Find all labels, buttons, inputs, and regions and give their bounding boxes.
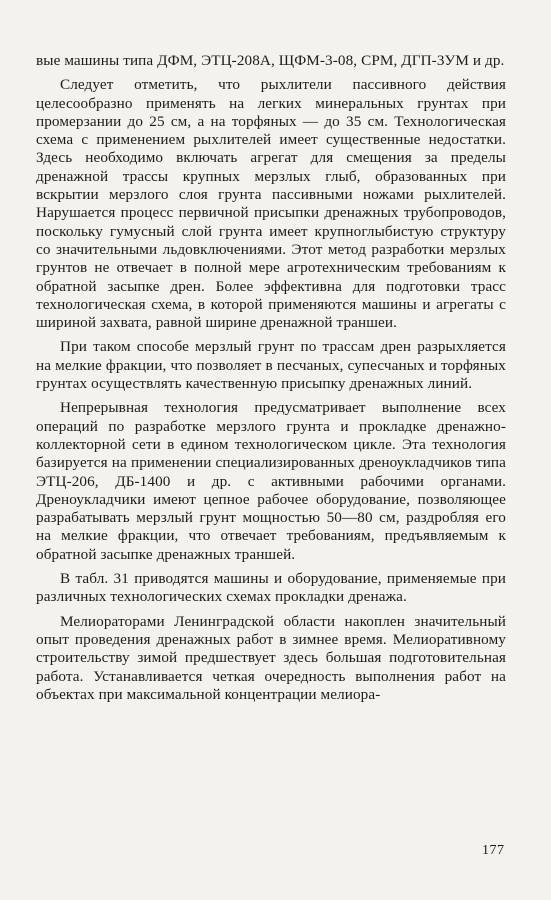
page-number: 177 [482,843,505,858]
paragraph: Следует отметить, что рыхлители пассивного действия целесообразно применять на легких минеральных грунтах при промерзании до 25 см, а на торфяных — до 35 см. Технологическая схема с применением рыхлителей имеет существенные недостатки. Здесь необходимо включать агрегат для смещения за пределы дренажной трассы крупных мерзлых глыб, образованных при вскрытии мерзлого слоя грунта пассивными ножами рыхлителей. Нарушается процесс первичной присыпки дренажных трубопроводов, поскольку гумусный слой грунта имеет крупноглыбистую структуру со значительными льдовключениями. Этот метод разработки мерзлых грунтов не отвечает в полной мере агротехническим требованиям к обратной засыпке дрен. Более эффективна для подготовки трасс технологическая схема, в которой применяются машины и агрегаты с шириной захвата, равной ширине дренажной траншеи. [36,76,506,332]
paragraph: При таком способе мерзлый грунт по трассам дрен разрыхляется на мелкие фракции, что позволяет в песчаных, супесчаных и торфяных грунтах осуществлять качественную присыпку дренажных линий. [36,338,506,393]
paragraph: Мелиораторами Ленинградской области накоплен значительный опыт проведения дренажных работ в зимнее время. Мелиоративному строительству зимой предшествует здесь большая подготовительная работа. Устанавливается четкая очередность выполнения работ на объектах при максимальной концентрации мелиора- [36,612,506,703]
body-text [36,52,506,710]
paragraph: В табл. 31 приводятся машины и оборудование, применяемые при различных технологических схемах прокладки дренажа. [36,570,506,606]
paragraph-continuation: вые машины типа ДФМ, ЭТЦ-208А, ЩФМ-3-08, СРМ, ДГП-3УМ и др. [36,52,505,69]
paragraph: Непрерывная технология предусматривает выполнение всех операций по разработке мерзлого грунта и прокладке дренажно-коллекторной сети в едином технологическом цикле. Эта технология базируется на применении специализированных дреноукладчиков типа ЭТЦ-206, ДБ-1400 и др. с активными рабочими органами. Дреноукладчики имеют цепное рабочее оборудование, позволяющее разрабатывать мерзлый грунт мощностью 50—80 см, раздробляя его на мелкие фракции, что отвечает требованиям, предъявляемым к обратной засыпке дренажных траншей. [36,399,506,563]
